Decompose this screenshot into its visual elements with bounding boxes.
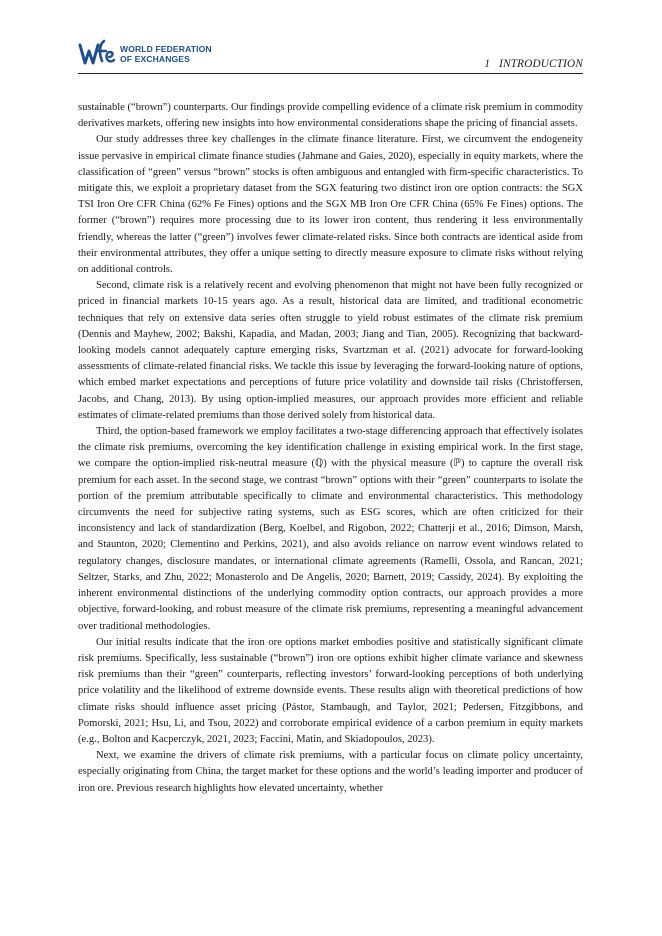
paragraph: Third, the option-based framework we employ facilitates a two-stage differencing approach that effectively isolates the climate risk premiums, overcoming the key identification challenge in existing empirical work. In the first stage, we compare the option-implied risk-neutral measure (ℚ) with the physical measure (ℙ) to capture the overall risk premium for each asset. In the second stage, we contrast “brown” options with their “green” counterparts to isolate the portion of the premium attributable specifically to climate and environmental characteristics. This methodology circumvents the need for subjective rating systems, such as ESG scores, which are often criticized for their inconsistency and lack of standardization (Berg, Koelbel, and Rigobon, 2022; Chatterji et al., 2016; Dimson, Marsh, and Staunton, 2020; Clementino and Perkins, 2021), and also avoids reliance on narrow event windows related to regulatory changes, disclosure mandates, or international climate agreements (Ramelli, Ossola, and Rancan, 2021; Seltzer, Starks, and Zhu, 2022; Monasterolo and De Angelis, 2020; Barnett, 2019; Cassidy, 2024). By exploiting the inherent environmental distinctions of the underlying commodity option contracts, our approach provides a more objective, forward-looking, and robust measure of the climate risk premiums, representing a meaningful advancement over traditional methodologies. bbox=[78, 426, 583, 632]
logo-line-1: WORLD FEDERATION bbox=[120, 44, 212, 54]
running-head bbox=[484, 58, 583, 70]
wfe-logo-icon bbox=[78, 39, 116, 69]
section-number: 1 bbox=[484, 58, 491, 70]
paragraph: Second, climate risk is a relatively recent and evolving phenomenon that might not have been fully recognized or priced in financial markets 10-15 years ago. As a result, historical data are limited, and traditional econometric techniques that rely on extensive data series often struggle to yield robust estimates of the climate risk premium (Dennis and Mayhew, 2002; Bakshi, Kapadia, and Madan, 2003; Jiang and Tian, 2005). Recognizing that backward-looking models cannot adequately capture emerging risks, Svartzman et al. (2021) advocate for forward-looking assessments of climate-related financial risks. We tackle this issue by leveraging the forward-looking nature of options, which embed market expectations and perceptions of future price volatility and downside tail risks (Christoffersen, Jacobs, and Chang, 2013). By using option-implied measures, our approach provides more efficient and reliable estimates of climate-related premiums than those derived solely from historical data. bbox=[78, 280, 583, 421]
paragraph: sustainable (“brown”) counterparts. Our findings provide compelling evidence of a climate risk premium in commodity derivatives markets, offering new insights into how environmental considerations shape the pricing of financial assets. bbox=[78, 102, 583, 130]
header-rule bbox=[78, 73, 583, 74]
body-text bbox=[78, 100, 583, 797]
paragraph: Our initial results indicate that the iron ore options market embodies positive and statistically significant climate risk premiums. Specifically, less sustainable (“brown”) iron ore options exhibit higher climate variance and skewness risk premiums than their “green” counterparts, reflecting investors’ forward-looking perceptions of both underlying price volatility and the likelihood of extreme downside events. These results align with theoretical predictions of how climate risks should influence asset pricing (Pástor, Stambaugh, and Taylor, 2021; Pedersen, Fitzgibbons, and Pomorski, 2021; Hsu, Li, and Tsou, 2022) and corroborate empirical evidence of a carbon premium in equity markets (e.g., Bolton and Kacperczyk, 2021, 2023; Faccini, Matin, and Skiadopoulos, 2023). bbox=[78, 636, 583, 745]
logo-line-2: OF EXCHANGES bbox=[120, 54, 190, 64]
wfe-logo bbox=[78, 38, 212, 70]
paragraph: Next, we examine the drivers of climate risk premiums, with a particular focus on climate policy uncertainty, especially originating from China, the target market for these options and the world’s leading importer and producer of iron ore. Previous research highlights how elevated uncertainty, whether bbox=[78, 750, 583, 794]
paragraph: Our study addresses three key challenges in the climate finance literature. First, we circumvent the endogeneity issue pervasive in empirical climate finance studies (Jahmane and Gaies, 2020), especially in equity markets, where the classification of “green” versus “brown” stocks is often ambiguous and entangled with firm-specific characteristics. To mitigate this, we exploit a proprietary dataset from the SGX featuring two distinct iron ore option contracts: the SGX TSI Iron Ore CFR China (62% Fe Fines) options and the SGX MB Iron Ore CFR China (65% Fe Fines) options. The former (“brown”) requires more processing due to its lower iron content, thus rendering it less environmentally friendly, whereas the latter (“green”) involves fewer climate-related risks. Since both contracts are identical aside from their environmental attributes, they offer a unique setting to directly measure exposure to climate risks without relying on additional controls. bbox=[78, 134, 583, 276]
section-title: INTRODUCTION bbox=[499, 58, 583, 70]
